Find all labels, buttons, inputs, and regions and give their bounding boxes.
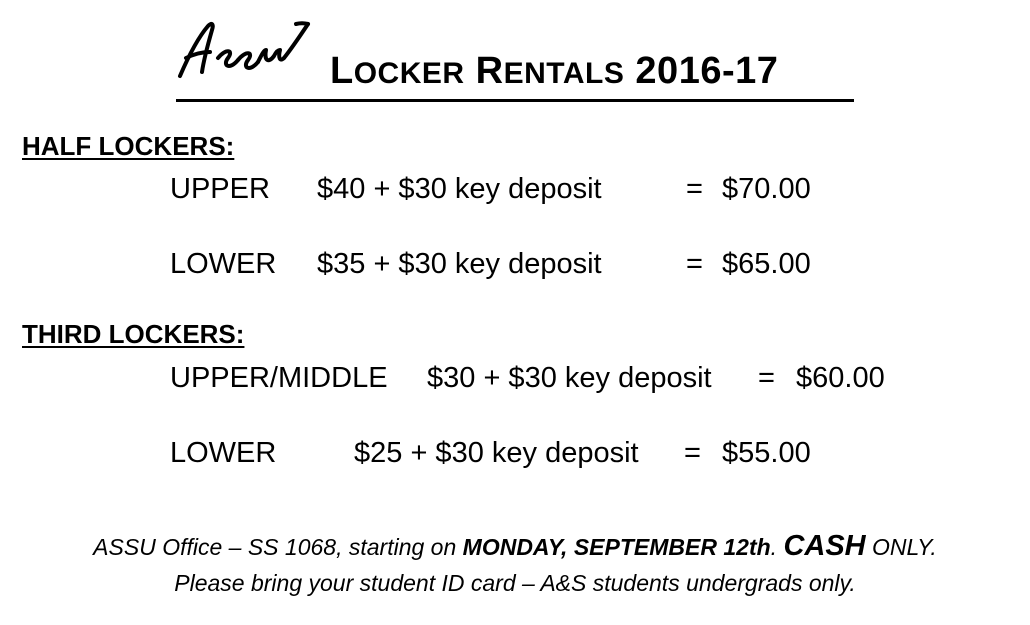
half-lower-total: $65.00 [722, 248, 811, 280]
half-upper-total: $70.00 [722, 173, 811, 205]
half-upper-price: $40 + $30 key deposit [317, 173, 602, 205]
title-year: 2016-17 [635, 50, 779, 92]
assu-logo-mark [176, 14, 312, 84]
third-lower-equals: = [684, 437, 701, 469]
footer-cash: CASH [783, 530, 866, 562]
half-upper-equals: = [686, 173, 703, 205]
third-lower-price: $25 + $30 key deposit [354, 437, 639, 469]
title-letter-r: R [475, 50, 504, 92]
footer-period: . [770, 534, 784, 560]
half-lower-equals: = [686, 248, 703, 280]
third-lower-total: $55.00 [722, 437, 811, 469]
footer-only: ONLY. [865, 534, 937, 560]
footer-office-info [0, 530, 1030, 563]
title-letter-l: L [330, 50, 354, 92]
footer-office-text: ASSU Office – SS 1068, starting on [93, 534, 463, 560]
half-lower-price: $35 + $30 key deposit [317, 248, 602, 280]
footer-id-note: Please bring your student ID card – A&S students undergrads only. [174, 570, 856, 596]
half-lockers-heading: HALF LOCKERS: [22, 131, 235, 161]
third-upper-middle-total: $60.00 [796, 362, 885, 394]
assu-logo [176, 14, 312, 84]
third-upper-middle-label: UPPER/MIDDLE [170, 362, 388, 394]
third-upper-middle-equals: = [758, 362, 775, 394]
title-underline [176, 99, 854, 102]
third-lower-label: LOWER [170, 437, 277, 469]
half-lower-label: LOWER [170, 248, 277, 280]
title-rest-locker: OCKER [353, 57, 465, 90]
half-upper-label: UPPER [170, 173, 270, 205]
title-rest-rentals: ENTALS [503, 57, 625, 90]
third-upper-middle-price: $30 + $30 key deposit [427, 362, 712, 394]
page-title [330, 50, 778, 93]
footer-start-date: MONDAY, SEPTEMBER 12th [462, 534, 771, 560]
third-lockers-heading: THIRD LOCKERS: [22, 319, 245, 349]
